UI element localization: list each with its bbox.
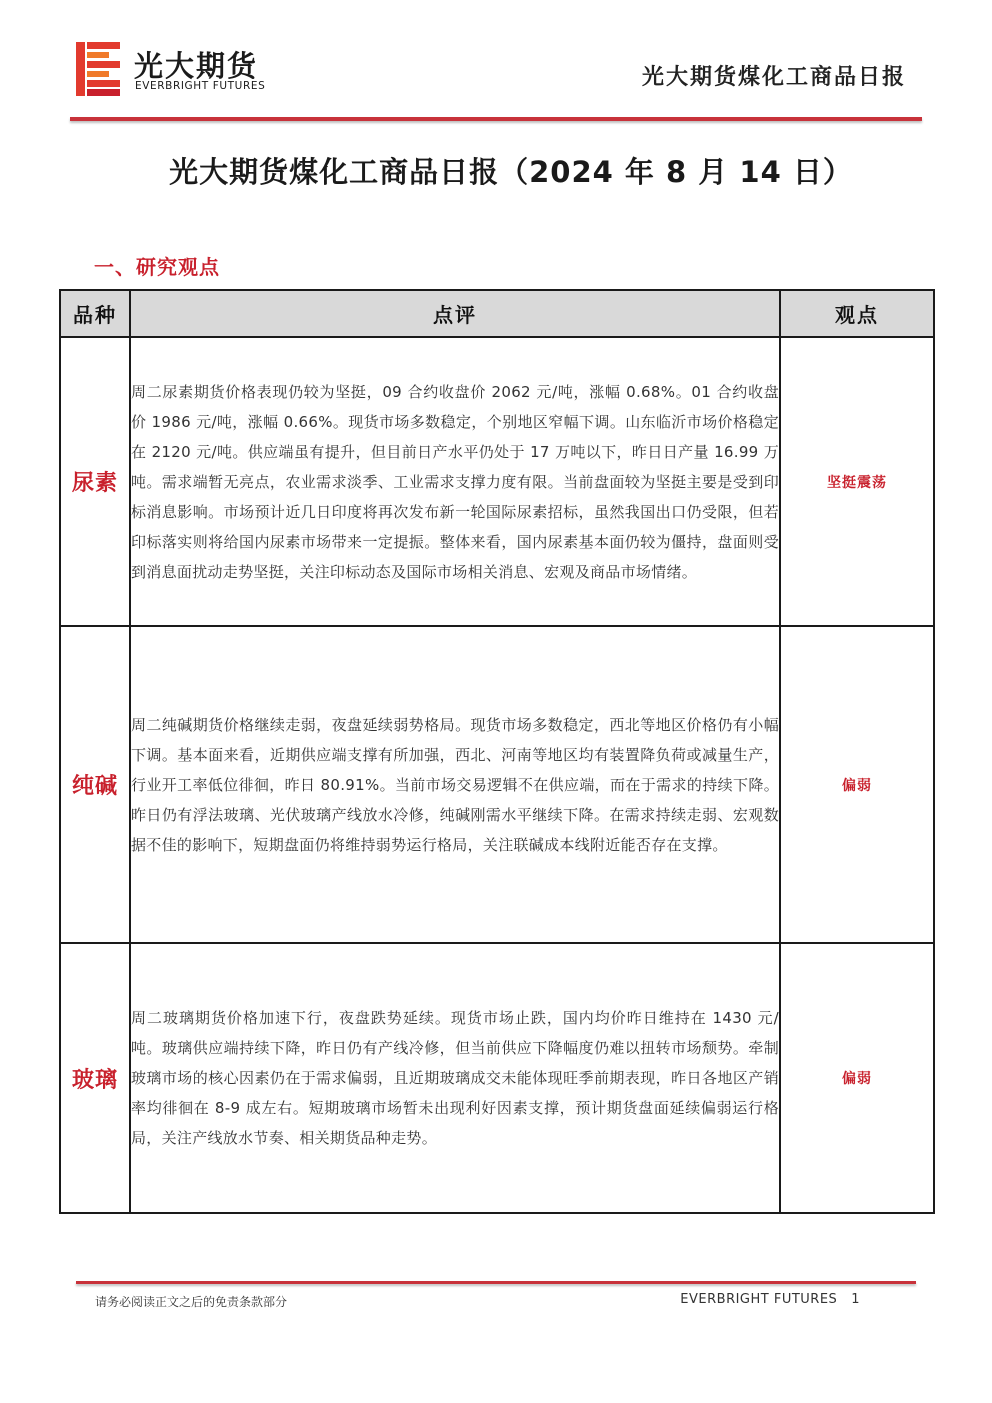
variety-cell: 纯碱 xyxy=(60,626,130,943)
logo-text-cn: 光大期货 xyxy=(134,49,259,83)
page-number: 1 xyxy=(851,1292,860,1307)
company-logo xyxy=(76,42,286,98)
variety-cell: 玻璃 xyxy=(60,943,130,1213)
table-row xyxy=(60,626,934,943)
comment-cell xyxy=(130,943,780,1213)
footer-divider xyxy=(76,1281,916,1284)
column-header-view: 观点 xyxy=(780,290,934,337)
table-header-row xyxy=(60,290,934,337)
section-heading: 一、研究观点 xyxy=(94,255,220,279)
column-header-comment: 点评 xyxy=(130,290,780,337)
view-cell: 偏弱 xyxy=(780,943,934,1213)
variety-cell: 尿素 xyxy=(60,337,130,626)
view-cell: 坚挺震荡 xyxy=(780,337,934,626)
comment-cell xyxy=(130,626,780,943)
header-report-title: 光大期货煤化工商品日报 xyxy=(641,65,906,90)
comment-text: 周二尿素期货价格表现仍较为坚挺，09 合约收盘价 2062 元/吨，涨幅 0.68%。01 合约收盘价 1986 元/吨，涨幅 0.66%。现货市场多数稳定，个别地区窄幅下调。山东临沂市场价格稳定在 2120 元/吨。供应端虽有提升，但目前日产水平仍处于 17 万吨以下，昨日日产量 16.99 万吨。需求端暂无亮点，农业需求淡季、工业需求支撑力度有限。当前盘面较为坚挺主要是受到印标消息影响。市场预计近几日印度将再次发布新一轮国际尿素招标，虽然我国出口仍受限，但若印标落实则将给国内尿素市场带来一定提振。整体来看，国内尿素基本面仍较为僵持，盘面则受到消息面扰动走势坚挺，关注印标动态及国际市场相关消息、宏观及商品市场情绪。 xyxy=(131,382,779,581)
research-view-table xyxy=(59,289,935,1214)
footer-brand-page xyxy=(680,1292,860,1307)
logo-text-en: EVERBRIGHT FUTURES xyxy=(135,80,266,92)
view-cell: 偏弱 xyxy=(780,626,934,943)
footer-disclaimer: 请务必阅读正文之后的免责条款部分 xyxy=(95,1295,288,1309)
footer-brand: EVERBRIGHT FUTURES xyxy=(680,1292,838,1307)
document-title: 光大期货煤化工商品日报（2024 年 8 月 14 日） xyxy=(169,155,853,189)
comment-text: 周二玻璃期货价格加速下行，夜盘跌势延续。现货市场止跌，国内均价昨日维持在 1430 元/吨。玻璃供应端持续下降，昨日仍有产线冷修，但当前供应下降幅度仍难以扭转市场颓势。牵制玻璃市场的核心因素仍在于需求偏弱，且近期玻璃成交未能体现旺季前期表现，昨日各地区产销率均徘徊在 8-9 成左右。短期玻璃市场暂未出现利好因素支撑，预计期货盘面延续偏弱运行格局，关注产线放水节奏、相关期货品种走势。 xyxy=(131,1009,779,1147)
table-row xyxy=(60,943,934,1213)
header-divider xyxy=(70,117,922,121)
column-header-variety: 品种 xyxy=(60,290,130,337)
everbright-logo-icon xyxy=(76,42,120,96)
comment-cell xyxy=(130,337,780,626)
comment-text: 周二纯碱期货价格继续走弱，夜盘延续弱势格局。现货市场多数稳定，西北等地区价格仍有小幅下调。基本面来看，近期供应端支撑有所加强，西北、河南等地区均有装置降负荷或减量生产，行业开工率低位徘徊，昨日 80.91%。当前市场交易逻辑不在供应端，而在于需求的持续下降。昨日仍有浮法玻璃、光伏玻璃产线放水冷修，纯碱刚需水平继续下降。在需求持续走弱、宏观数据不佳的影响下，短期盘面仍将维持弱势运行格局，关注联碱成本线附近能否存在支撑。 xyxy=(131,715,779,854)
table-row xyxy=(60,337,934,626)
